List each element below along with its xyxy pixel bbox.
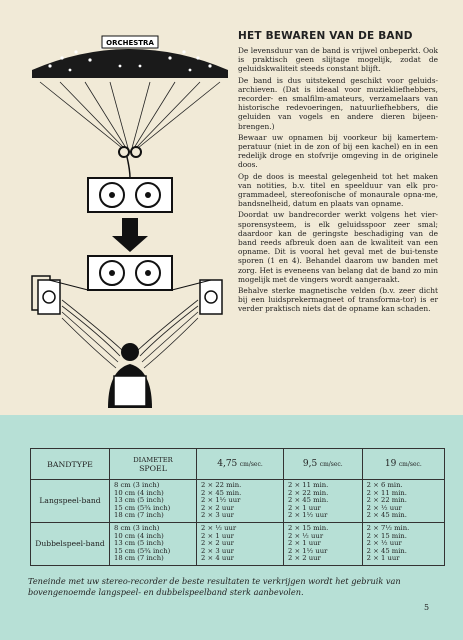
cell-line: 2 × 1½ uur [287,511,328,520]
speed-unit: cm/sec. [239,461,263,468]
cell-line: 13 cm (5 inch) [114,496,164,505]
cell-line: 2 × 2 uur [201,539,234,548]
paragraph: Doordat uw bandrecorder werkt volgens het vier-sporensysteem, is elk geluidsspoor zeer smal; daardoor kan de geringste beschadiging van de band reeds afbreuk doen aan de kwaliteit van een opname. Dit is vooral het geval met de bui-tenste sporen (1 en 4). Behandel daarom uw banden met zorg. Het is eveneens van belang dat de band zo min mogelijk met de vingers wordt aangeraakt. [238,210,438,284]
body-text [238,46,438,316]
cell-line: 2 × ½ uur [366,503,402,512]
table-row [31,480,445,523]
diameter-cell [110,480,197,523]
cell-line: 2 × 45 min. [366,546,407,555]
cell-line: 2 × 1½ uur [287,546,328,555]
cell-line: 10 cm (4 inch) [114,488,164,497]
recording-playback-illustration [30,30,230,410]
cell-line: 2 × 2 uur [287,554,321,563]
cell-line: 2 × 45 min. [366,511,407,520]
cell-line: 13 cm (5 inch) [114,539,164,548]
paragraph: De band is dus uitstekend geschikt voor geluids-archieven. (Dat is ideaal voor muziekliefhebbers, recorder- en smalfilm-amateurs, verzamelaars van historische redevoeringen, natuurliefhebbers, die geluiden van vogels en andere dieren bijeen-brengen.) [238,75,438,131]
table-row [31,522,445,565]
cell-line: 2 × 1 uur [287,503,321,512]
tape-playing-time-table [30,448,445,566]
page-number: 5 [424,603,430,612]
cell-line: 2 × 45 min. [287,496,329,505]
speed-unit: cm/sec. [319,461,343,468]
speed-value: 4,75 [217,459,238,469]
cell-line: 2 × 15 min. [287,523,329,532]
cell-line: 18 cm (7 inch) [114,554,164,563]
paragraph: Bewaar uw opnamen bij voorkeur bij kamertem-peratuur (niet in de zon of bij een kachel) en in een redelijk droge en stofvrije omgeving in de originele doos. [238,132,438,170]
speed-value: 9,5 [302,459,318,469]
cell-line: 18 cm (7 inch) [114,511,164,520]
cell-line: 2 × 22 min. [366,496,407,505]
cell-line: 8 cm (3 inch) [114,481,160,489]
orchestra-banner-label: ORCHESTRA [106,39,154,47]
cell-line: 8 cm (3 inch) [114,523,160,532]
time-cell-475 [197,480,284,523]
cell-line: 2 × 2 uur [201,503,234,512]
recommendation-footnote: Teneinde met uw stereo-recorder de beste resultaten te verkrijgen wordt het gebruik van bovengenoemde langspeel- en dubbelspeelband sterk aanbevolen. [28,576,401,597]
cell-line: 2 × ½ uur [201,523,237,532]
time-cell-95 [283,522,362,565]
speed-value: 19 [384,459,397,469]
cell-line: 10 cm (4 inch) [114,531,164,540]
header-speed-19 [362,449,444,480]
header-diameter-line1: DIAMETER [133,455,173,464]
paragraph: De levensduur van de band is vrijwel onbeperkt. Ook is praktisch geen slijtage mogelijk, zodat de geluidskwaliteit steeds constant blijft. [238,46,438,74]
cell-line: 2 × 1 uur [201,531,234,540]
cell-line: 2 × 15 min. [366,531,407,540]
paragraph: Behalve sterke magnetische velden (b.v. zeer dicht bij een luidsprekermagneet of transforma-tor) is er verder praktisch niets dat de opname kan schaden. [238,286,438,314]
cell-line: 2 × 6 min. [366,481,403,489]
cell-line: 2 × 7½ min. [366,523,410,532]
diameter-cell [110,522,197,565]
cell-line: 2 × 22 min. [201,481,242,489]
header-speed-475 [197,449,284,480]
time-cell-475 [197,522,284,565]
header-bandtype: BANDTYPE [31,449,110,480]
speed-unit: cm/sec. [398,461,422,468]
cell-line: 2 × 3 uur [201,511,234,520]
cell-line: 2 × 1 uur [366,554,400,563]
cell-line: 2 × 3 uur [201,546,234,555]
cell-line: 2 × ½ uur [287,531,324,540]
cell-line: 15 cm (5¾ inch) [114,546,171,555]
paragraph: Op de doos is meestal gelegenheid tot het maken van notities, b.v. titel en speelduur van elk pro-grammadeel, stereofonische of monaurale opna-me, bandsnelheid, datum en plaats van opname. [238,171,438,209]
cell-line: 2 × 11 min. [366,488,407,497]
cell-line: 2 × 45 min. [201,488,242,497]
table-header-row [31,449,445,480]
cell-line: 2 × 4 uur [201,554,234,563]
time-cell-19 [362,522,444,565]
cell-line: 2 × ½ uur [366,539,402,548]
cell-line: 15 cm (5¾ inch) [114,503,171,512]
page-heading: HET BEWAREN VAN DE BAND [238,30,413,42]
time-cell-19 [362,480,444,523]
time-cell-95 [283,480,362,523]
cell-line: 2 × 11 min. [287,481,329,489]
cell-line: 2 × 22 min. [287,488,329,497]
header-diameter-line2: SPOEL [139,463,167,473]
header-diameter [110,449,197,480]
row-label-langspeelband: Langspeel-band [31,480,110,523]
header-speed-95 [283,449,362,480]
row-label-dubbelspeelband: Dubbelspeel-band [31,522,110,565]
cell-line: 2 × 1 uur [287,539,321,548]
cell-line: 2 × 1½ uur [201,496,241,505]
